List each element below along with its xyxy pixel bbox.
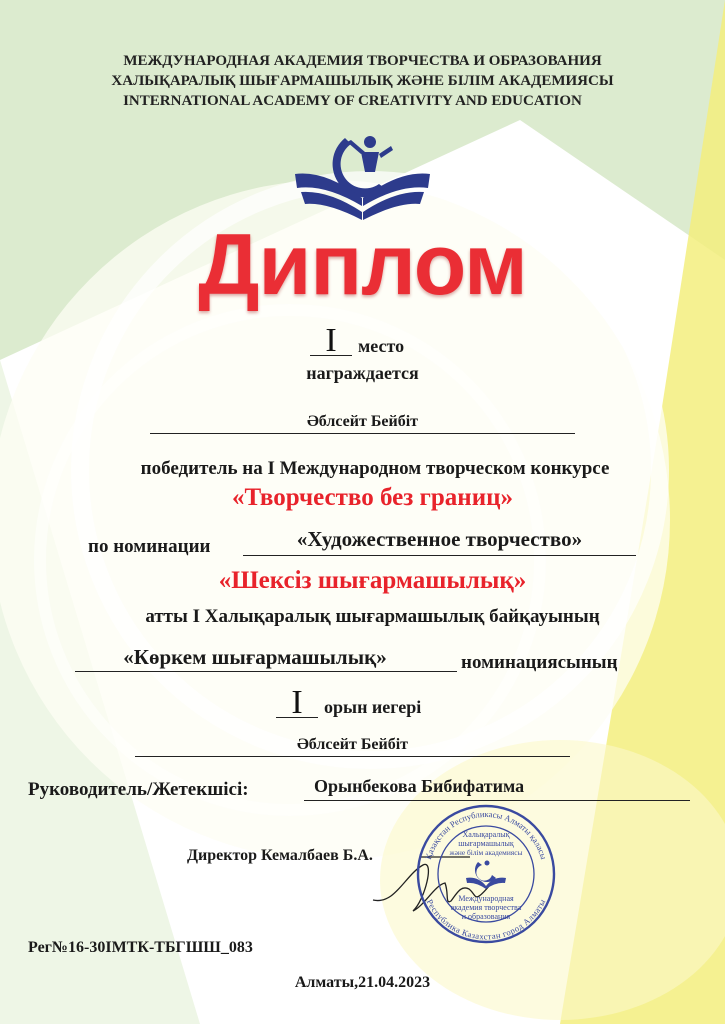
winner-text: победитель на I Международном творческом конкурсе bbox=[140, 458, 610, 479]
supervisor-name: Орынбекова Бибифатима bbox=[314, 776, 525, 796]
supervisor-label: Руководитель/Жетекшісі: bbox=[28, 779, 249, 800]
person-open-book-icon bbox=[295, 128, 430, 223]
stamp-inner-top-1: Халықаралық bbox=[462, 830, 510, 839]
city-date: Алматы,21.04.2023 bbox=[294, 974, 431, 991]
awarded-text: награждается bbox=[306, 363, 419, 383]
recipient-kz-underline bbox=[135, 756, 570, 757]
place-value-ru: I bbox=[325, 322, 337, 359]
nomination-value-kz: «Көркем шығармашылық» bbox=[123, 645, 387, 669]
contest-text-kz: атты I Халықаралық шығармашылық байқауының bbox=[145, 606, 600, 627]
nomination-suffix-kz: номинациясының bbox=[461, 652, 618, 673]
recipient-underline bbox=[150, 433, 575, 434]
stamp-ring-bottom: Республика Казахстан город Алматы bbox=[424, 897, 548, 942]
place-label-ru: место bbox=[358, 336, 405, 356]
contest-name-ru: «Творчество без границ» bbox=[231, 484, 514, 511]
place-value-kz: I bbox=[291, 684, 303, 721]
official-stamp bbox=[415, 803, 557, 945]
contest-name-kz: «Шексіз шығармашылық» bbox=[218, 567, 527, 594]
stamp-inner-top-3: және білім академиясы bbox=[449, 848, 523, 857]
director-name: Директор Кемалбаев Б.А. bbox=[187, 847, 373, 864]
nomination-underline bbox=[243, 555, 636, 556]
recipient-name-ru: Әблсейт Бейбіт bbox=[306, 413, 419, 430]
stamp-inner-bottom-3: и образования bbox=[461, 912, 511, 921]
stamp-logo-icon bbox=[466, 861, 506, 890]
stamp-inner-bottom-2: академия творчества bbox=[450, 903, 522, 912]
registration-number: Рег№16-30IМТК-ТБГШШ_083 bbox=[28, 939, 253, 956]
recipient-name-kz: Әблсейт Бейбіт bbox=[296, 736, 409, 753]
supervisor-underline bbox=[304, 800, 690, 801]
place-label-kz: орын иегері bbox=[324, 697, 422, 717]
stamp-inner-bottom-1: Международная bbox=[458, 894, 514, 903]
nomination-kz-underline bbox=[75, 671, 457, 672]
diploma-title: Диплом bbox=[198, 217, 527, 313]
academy-name-kz: ХАЛЫҚАРАЛЫҚ ШЫҒАРМАШЫЛЫҚ ЖӘНЕ БІЛІМ АКАДЕМИЯСЫ bbox=[111, 73, 614, 89]
nomination-value-ru: «Художественное творчество» bbox=[296, 527, 583, 551]
stamp-inner-top-2: шығармашылық bbox=[458, 839, 514, 848]
stamp-ring-top: Қазақстан Республикасы Алматы қаласы bbox=[423, 808, 549, 861]
academy-name-en: INTERNATIONAL ACADEMY OF CREATIVITY AND EDUCATION bbox=[123, 93, 582, 109]
nomination-prefix: по номинации bbox=[88, 536, 211, 557]
academy-name-ru: МЕЖДУНАРОДНАЯ АКАДЕМИЯ ТВОРЧЕСТВА И ОБРАЗОВАНИЯ bbox=[123, 53, 602, 69]
